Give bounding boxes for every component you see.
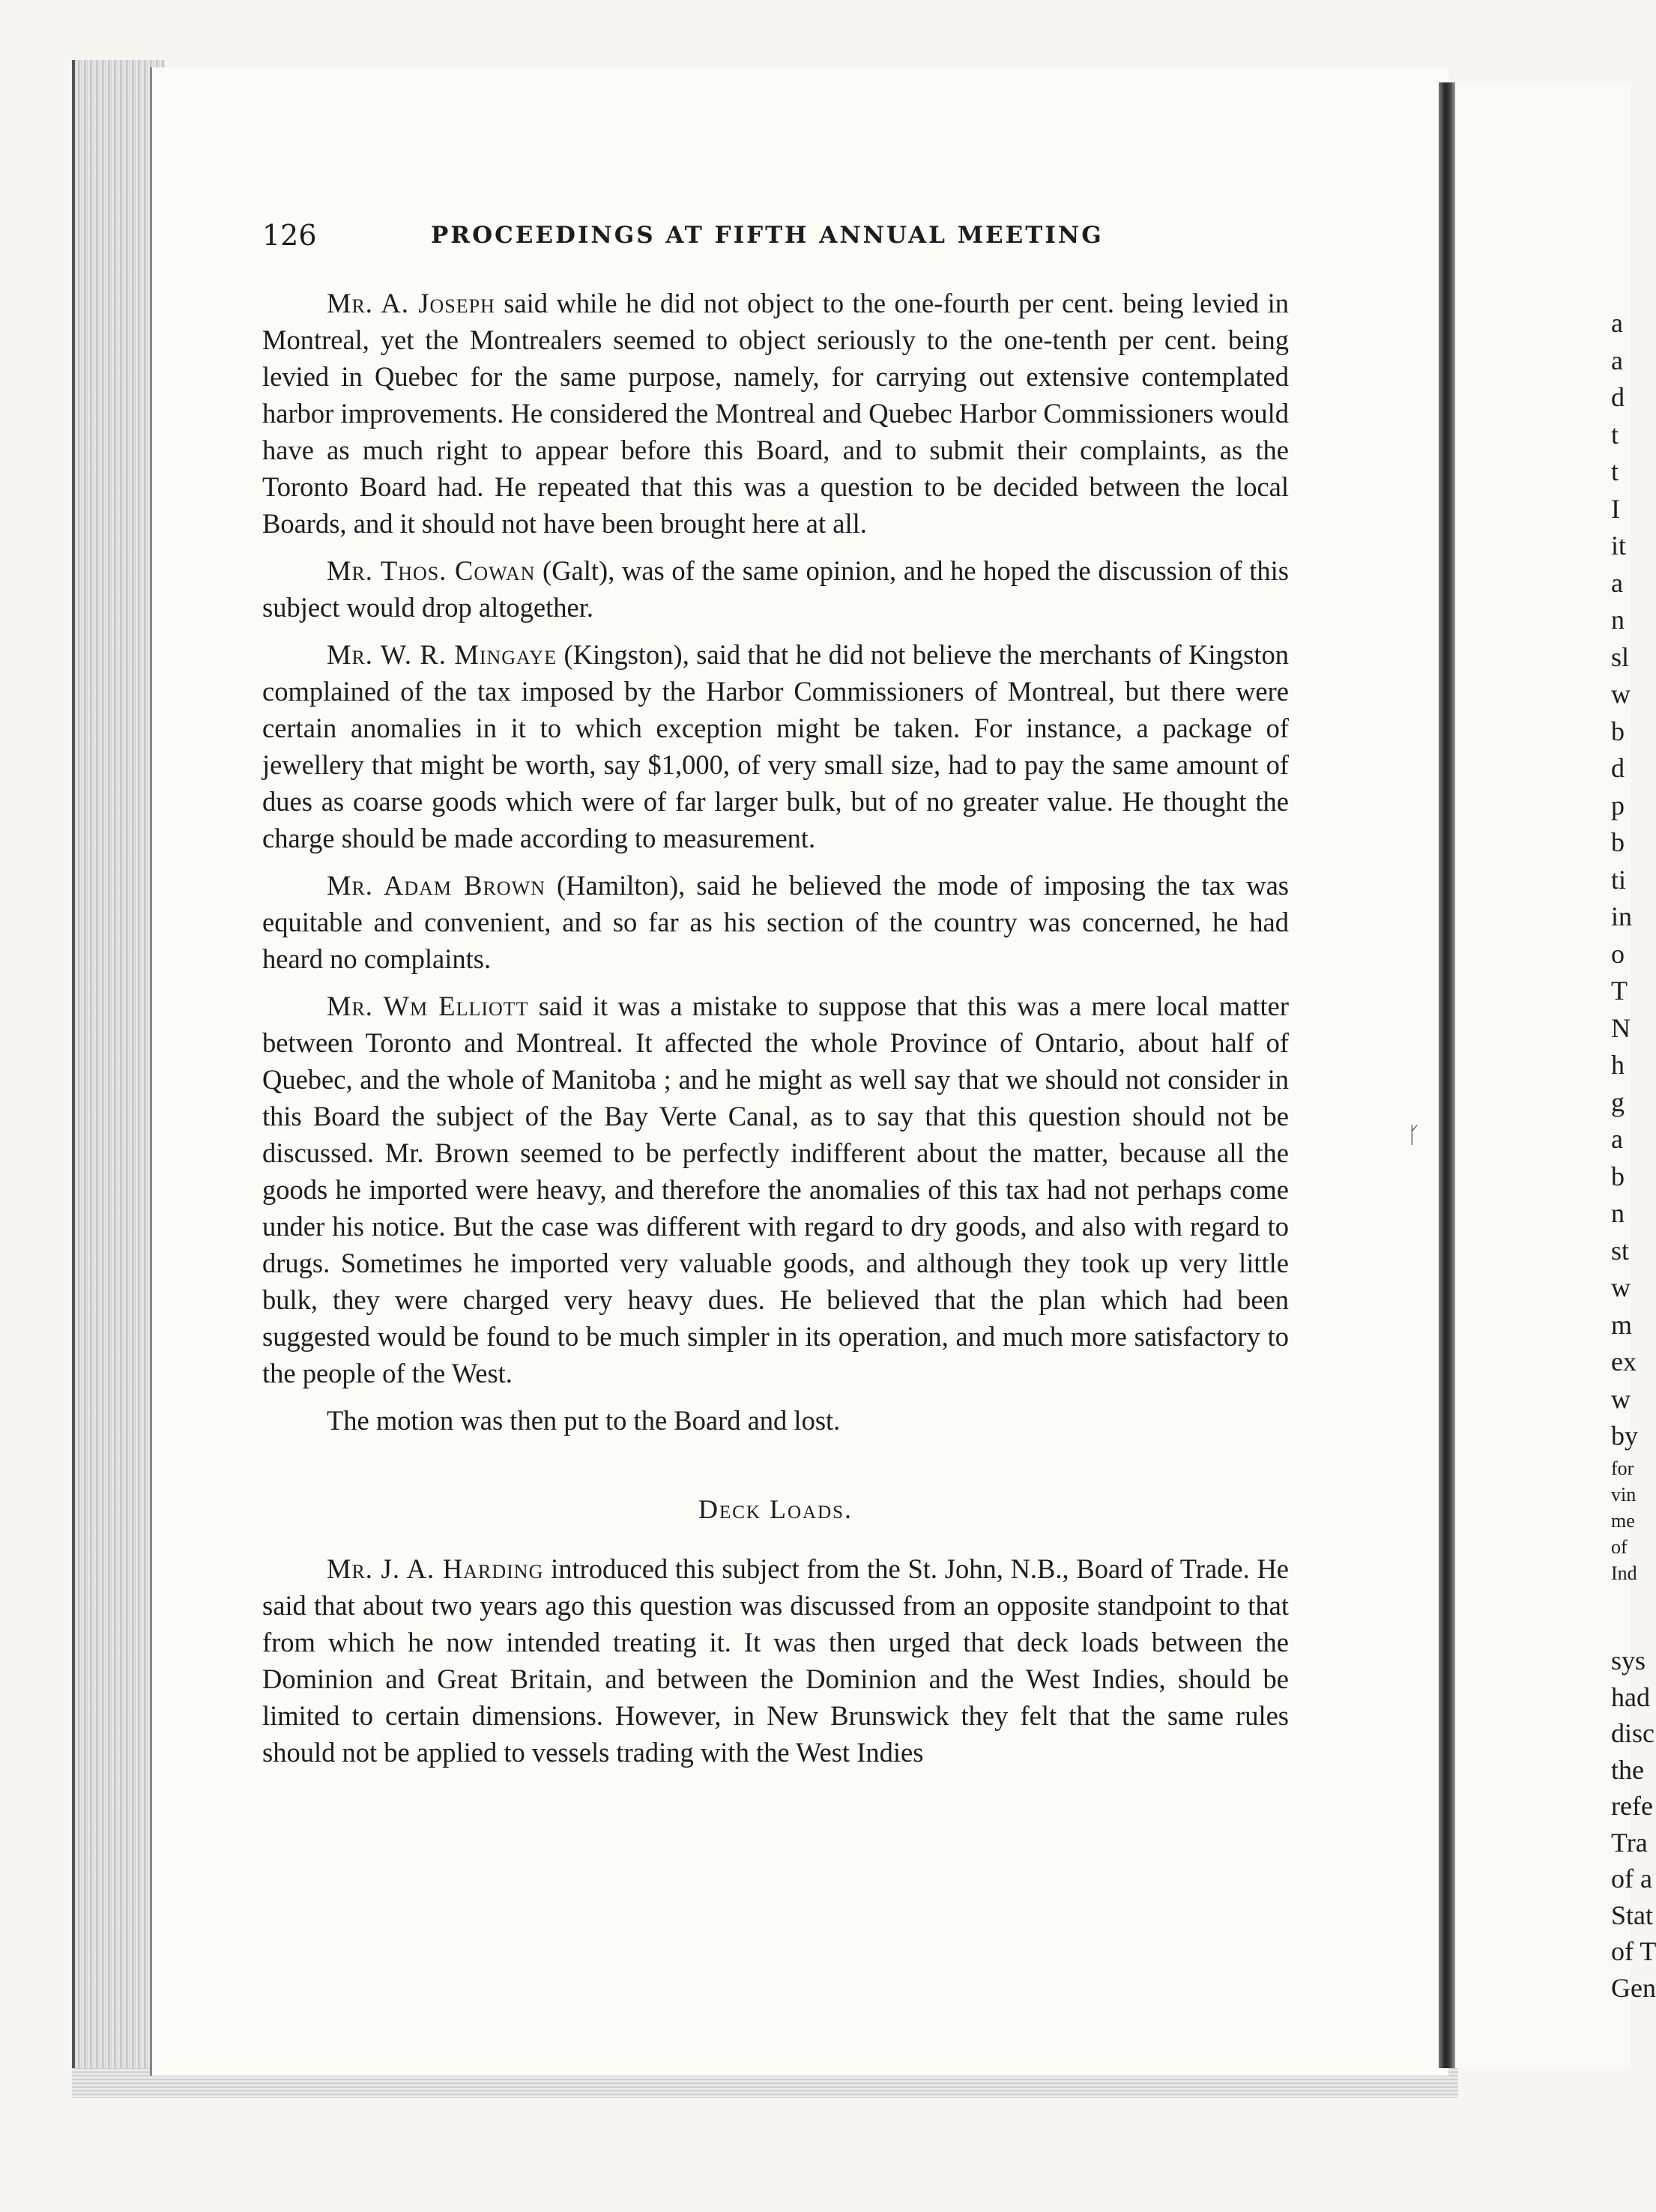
- speaker-name: Mr. A. Joseph: [327, 288, 495, 318]
- right-page-fragment: d: [1611, 382, 1625, 412]
- right-page-fragment: g: [1611, 1087, 1625, 1117]
- paragraph-text: said while he did not object to the one-fourth per cent. being levied in Montreal, yet the Montrealers seemed to object seriously to the one-tenth per cent. being levied in Quebec for the same purpose, namely, for carrying out extensive contemplated harbor improvements. He considered the Montreal and Quebec Harbor Commissioners would have as much right to appear before this Board, and to submit their complaints, as the Toronto Board had. He repeated that this was a question to be decided between the local Boards, and it should not have been brought here at all.: [262, 288, 1289, 539]
- right-page-fragment: Stat: [1611, 1900, 1654, 1930]
- speaker-name: Mr. J. A. Harding: [327, 1553, 544, 1584]
- book-gutter: [1439, 82, 1455, 2068]
- right-page-fragment: d: [1611, 753, 1625, 783]
- right-page-fragment: b: [1611, 1161, 1625, 1191]
- right-page-fragment: sys: [1611, 1646, 1646, 1675]
- right-page-fragment: T: [1611, 976, 1628, 1006]
- right-page-fragment: for: [1611, 1457, 1634, 1479]
- paragraph: [262, 867, 1289, 977]
- right-page-fragment: me: [1611, 1510, 1635, 1532]
- right-page-fragment: the: [1611, 1754, 1644, 1785]
- right-page-fragment: b: [1611, 716, 1625, 746]
- right-page-fragment: by: [1611, 1421, 1638, 1451]
- right-page-fragment: p: [1611, 790, 1625, 821]
- page-header: [262, 219, 1311, 264]
- right-page-fragment: Gen: [1611, 1972, 1656, 2003]
- right-page-fragment: refe: [1611, 1791, 1653, 1821]
- paragraph: [262, 636, 1289, 856]
- right-page-fragment: of: [1611, 1536, 1628, 1558]
- paragraph: [262, 285, 1289, 542]
- speaker-name: Mr. Adam Brown: [327, 870, 546, 901]
- paragraph: [262, 1550, 1289, 1771]
- right-page-fragment: n: [1611, 605, 1625, 635]
- right-page-fragment: I: [1611, 493, 1620, 524]
- right-page-fragment: a: [1611, 345, 1623, 375]
- margin-mark: ᚴ: [1407, 1122, 1421, 1149]
- right-page-fragment: o: [1611, 938, 1625, 969]
- right-page-fragment: a: [1611, 567, 1623, 598]
- right-page-fragment: a: [1611, 1124, 1623, 1154]
- right-page-fragment: ex: [1611, 1347, 1637, 1377]
- right-page-fragment: had: [1611, 1681, 1650, 1712]
- right-page-fragment: w: [1611, 1272, 1631, 1302]
- right-page-fragment: w: [1611, 679, 1631, 709]
- right-page-fragment: Ind: [1611, 1562, 1637, 1584]
- right-page-fragment: of a: [1611, 1864, 1652, 1894]
- right-page-fragment: Tra: [1611, 1827, 1648, 1858]
- paragraph: [262, 1402, 1289, 1439]
- paragraph-text: (Galt), was of the same opinion, and he hoped the discussion of this subject would drop altogether.: [262, 555, 1289, 623]
- paragraph-text: introduced this subject from the St. John, N.B., Board of Trade. He said that about two years ago this question was discussed from an opposite standpoint to that from which he now intended treating it. It was then urged that deck loads between the Dominion and Great Britain, and between the Dominion and the West Indies, should be limited to certain dimensions. However, in New Brunswick they felt that the same rules should not be applied to vessels trading with the West Indies: [262, 1553, 1289, 1768]
- right-page-fragment: in: [1611, 901, 1633, 931]
- right-page-fragment: a: [1611, 308, 1623, 338]
- right-page-fragment: m: [1611, 1309, 1633, 1340]
- right-page-fragment: sl: [1611, 641, 1630, 672]
- running-head: PROCEEDINGS AT FIFTH ANNUAL MEETING: [431, 222, 1104, 249]
- right-page-fragment: b: [1611, 827, 1625, 857]
- right-page: [1455, 82, 1631, 2068]
- right-page-fragment: of T: [1611, 1936, 1656, 1966]
- right-page-fragment: h: [1611, 1050, 1625, 1080]
- paragraph-text: said it was a mistake to suppose that this was a mere local matter between Toronto and Montreal. It affected the whole Province of Ontario, about half of Quebec, and the whole of Manitoba ; and he might as well say that we should not consider in this Board the subject of the Bay Verte Canal, as to say that this question should not be discussed. Mr. Brown seemed to be perfectly indifferent about the matter, because all the goods he imported were heavy, and therefore the anomalies of this tax had not perhaps come under his notice. But the case was different with regard to dry goods, and also with regard to drugs. Sometimes he imported very valuable goods, and although they took up very little bulk, they were charged very heavy dues. He believed that the plan which had been suggested would be found to be much simpler in its operation, and much more satisfactory to the people of the West.: [262, 991, 1289, 1388]
- right-page-fragment: disc: [1611, 1718, 1655, 1748]
- speaker-name: Mr. W. R. Mingaye: [327, 639, 557, 670]
- right-page-fragment: w: [1611, 1383, 1631, 1414]
- paragraph-text: (Hamilton), said he believed the mode of imposing the tax was equitable and convenient, and so far as his section of the country was concerned, he had heard no complaints.: [262, 870, 1289, 974]
- right-page-fragment: t: [1611, 456, 1619, 486]
- paragraph-text: The motion was then put to the Board and lost.: [327, 1405, 841, 1436]
- right-page-fragment: st: [1611, 1235, 1630, 1266]
- paragraph: [262, 988, 1289, 1391]
- paragraph-text: (Kingston), said that he did not believe the merchants of Kingston complained of the tax imposed by the Harbor Commissioners of Montreal, but there were certain anomalies in it to which exception might be taken. For instance, a package of jewellery that might be worth, say $1,000, of very small size, had to pay the same amount of dues as coarse goods which were of far larger bulk, but of no greater value. He thought the charge should be made according to measurement.: [262, 639, 1289, 853]
- section-heading: Deck Loads.: [698, 1494, 853, 1524]
- right-page-fragment: ti: [1611, 864, 1627, 895]
- right-page-fragment: n: [1611, 1198, 1625, 1228]
- right-page-fragment: vin: [1611, 1484, 1637, 1505]
- body-text: [262, 285, 1289, 1781]
- speaker-name: Mr. Wm Elliott: [327, 991, 529, 1021]
- right-page-fragment: t: [1611, 419, 1619, 450]
- speaker-name: Mr. Thos. Cowan: [327, 555, 536, 586]
- right-page-fragment: it: [1611, 531, 1627, 560]
- right-page-fragment: N: [1611, 1012, 1631, 1043]
- page-number: 126: [262, 219, 317, 252]
- paragraph: [262, 552, 1289, 626]
